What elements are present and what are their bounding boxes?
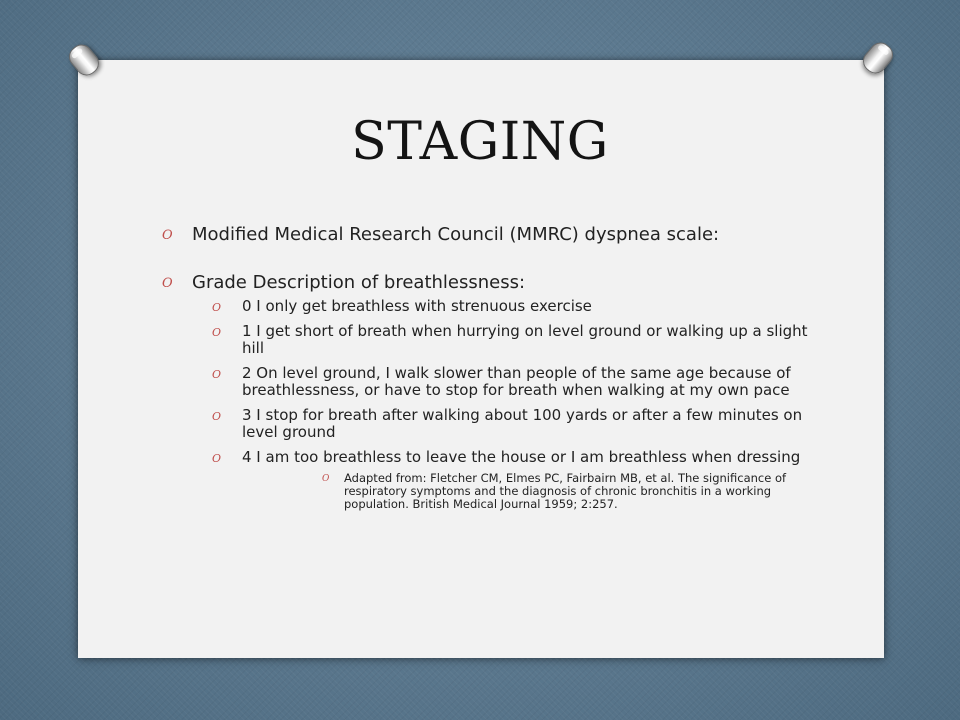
- bullet-marker-icon: O: [162, 276, 173, 291]
- bullet-marker-icon: O: [212, 410, 222, 423]
- bullet-text: 3 I stop for breath after walking about 100 yards or after a few minutes on level ground: [242, 406, 803, 441]
- bullet-marker-icon: O: [322, 474, 330, 484]
- bullet-text: 2 On level ground, I walk slower than people of the same age because of breathlessness, or have to stop for breath when walking at my own pace: [242, 364, 791, 399]
- bullet-grade-3: [212, 407, 812, 441]
- bullet-mmrc-scale: [162, 224, 812, 246]
- bullet-grade-0: [212, 298, 812, 315]
- bullet-marker-icon: O: [212, 301, 222, 314]
- bullet-text: Modified Medical Research Council (MMRC) dyspnea scale:: [192, 224, 720, 245]
- bullet-grade-4: [212, 449, 812, 466]
- bullet-text: Grade Description of breathlessness:: [192, 272, 526, 293]
- bullet-text: Adapted from: Fletcher CM, Elmes PC, Fairbairn MB, et al. The significance of respiratory symptoms and the diagnosis of chronic bronchitis in a working population. British Medical Journal 1959; 2:257.: [344, 471, 787, 511]
- bullet-marker-icon: O: [162, 228, 173, 243]
- bullet-grade-1: [212, 323, 812, 357]
- bullet-marker-icon: O: [212, 452, 222, 465]
- bullet-text: 4 I am too breathless to leave the house or I am breathless when dressing: [242, 448, 801, 466]
- slide-title: STAGING: [351, 112, 609, 172]
- bullet-text: 0 I only get breathless with strenuous exercise: [242, 297, 592, 315]
- bullet-grade-description: [162, 272, 812, 294]
- bullet-marker-icon: O: [212, 326, 222, 339]
- bullet-grade-2: [212, 365, 812, 399]
- bullet-list: [162, 224, 812, 511]
- bullet-text: 1 I get short of breath when hurrying on level ground or walking up a slight hill: [242, 322, 808, 357]
- bullet-citation: [322, 472, 812, 511]
- bullet-marker-icon: O: [212, 368, 222, 381]
